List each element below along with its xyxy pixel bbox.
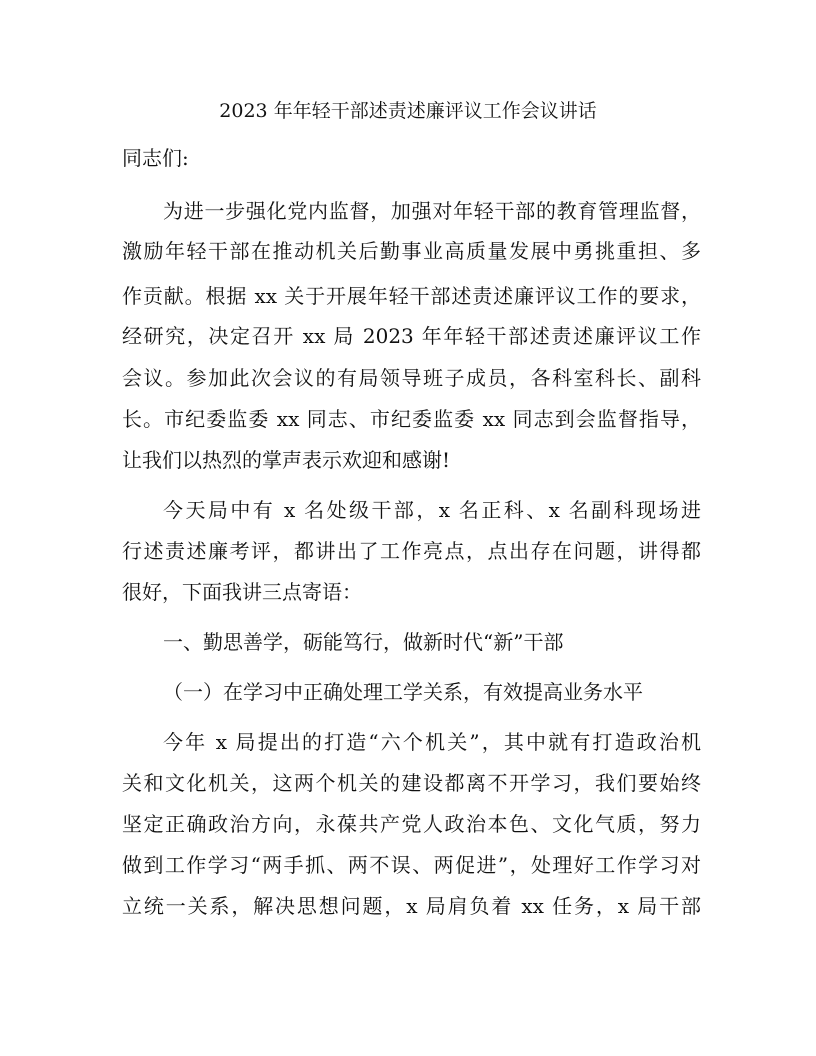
paragraph-line: 激励年轻干部在推动机关后勤事业高质量发展中勇挑重担、多 — [122, 239, 701, 263]
paragraph-line: 坚定正确政治方向，永葆共产党人政治本色、文化气质，努力 — [122, 812, 701, 836]
paragraph-line: 关和文化机关，这两个机关的建设都离不开学习，我们要始终 — [122, 771, 701, 795]
paragraph-line: 为进一步强化党内监督，加强对年轻干部的教育管理监督， — [163, 199, 701, 223]
paragraph-line: 让我们以热烈的掌声表示欢迎和感谢! — [122, 448, 451, 472]
paragraph-line: 很好，下面我讲三点寄语： — [122, 580, 362, 604]
paragraph-line: 长。市纪委监委 xx 同志、市纪委监委 xx 同志到会监督指导， — [122, 407, 701, 431]
paragraph-line: 会议。参加此次会议的有局领导班子成员，各科室科长、副科 — [122, 366, 701, 390]
salutation: 同志们: — [122, 146, 189, 170]
paragraph-line: 做到工作学习“两手抓、两不误、两促进”，处理好工作学习对 — [122, 853, 701, 877]
section-heading: 一、勤思善学，砺能笃行，做新时代“新”干部 — [163, 630, 564, 654]
paragraph-line: 立统一关系，解决思想问题，x 局肩负着 xx 任务，x 局干部 — [122, 894, 701, 918]
paragraph-line: 今天局中有 x 名处级干部，x 名正科、x 名副科现场进 — [163, 498, 701, 522]
paragraph-line: 经研究，决定召开 xx 局 2023 年年轻干部述责述廉评议工作 — [122, 324, 701, 348]
paragraph-line: 作贡献。根据 xx 关于开展年轻干部述责述廉评议工作的要求， — [122, 284, 701, 308]
paragraph-line: 行述责述廉考评，都讲出了工作亮点，点出存在问题，讲得都 — [122, 539, 701, 563]
subsection-heading: （一）在学习中正确处理工学关系，有效提高业务水平 — [163, 680, 643, 704]
document-title: 2023 年年轻干部述责述廉评议工作会议讲话 — [219, 100, 597, 122]
paragraph-line: 今年 x 局提出的打造“六个机关”，其中就有打造政治机 — [163, 730, 701, 754]
